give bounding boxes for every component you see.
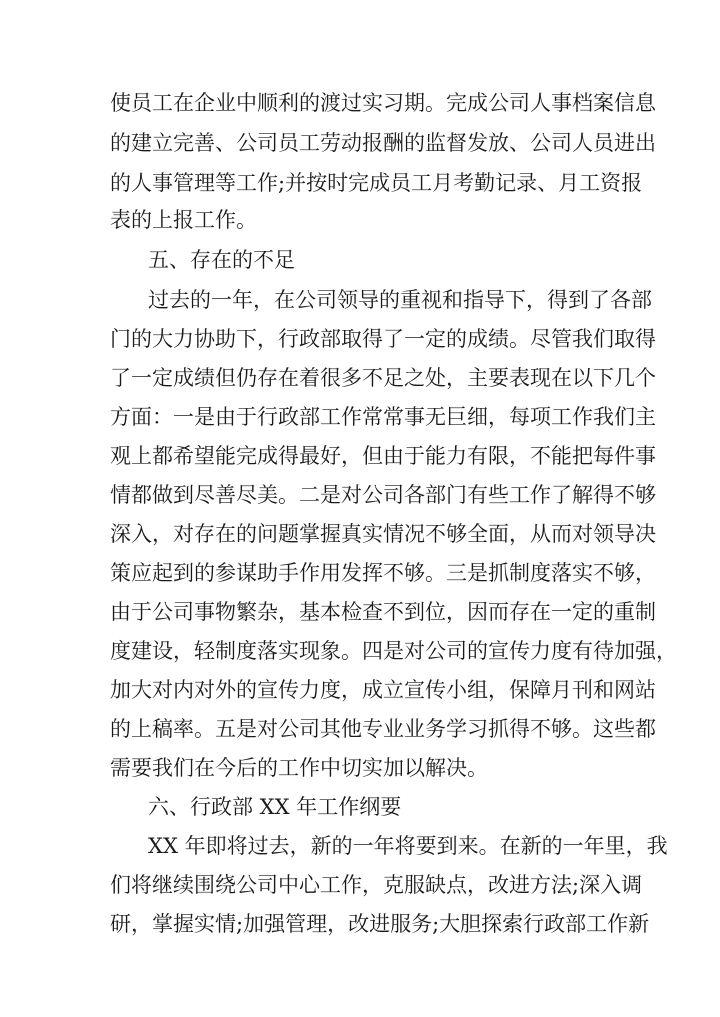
paragraph-line: 使员工在企业中顺利的渡过实习期。完成公司人事档案信息 — [110, 91, 656, 115]
paragraph-line: 方面：一是由于行政部工作常常事无巨细，每项工作我们主 — [110, 405, 656, 429]
paragraph-line: 度建设，轻制度落实现象。四是对公司的宣传力度有待加强， — [110, 639, 677, 663]
paragraph-line: 门的大力协助下，行政部取得了一定的成绩。尽管我们取得 — [110, 327, 656, 351]
paragraph-line: 研，掌握实情;加强管理，改进服务;大胆探索行政部工作新 — [110, 912, 650, 936]
section-heading: 五、存在的不足 — [148, 248, 295, 272]
paragraph-line: 的上稿率。五是对公司其他专业业务学习抓得不够。这些都 — [110, 717, 656, 741]
paragraph-line: 由于公司事物繁杂，基本检查不到位，因而存在一定的重制 — [110, 600, 656, 624]
paragraph-line: 观上都希望能完成得最好，但由于能力有限，不能把每件事 — [110, 444, 656, 468]
paragraph-line: 需要我们在今后的工作中切实加以解决。 — [110, 756, 488, 780]
paragraph-line: 深入，对存在的问题掌握真实情况不够全面，从而对领导决 — [110, 522, 656, 546]
paragraph-line: 过去的一年，在公司领导的重视和指导下，得到了各部 — [148, 288, 652, 312]
paragraph-line: 情都做到尽善尽美。二是对公司各部门有些工作了解得不够 — [110, 483, 656, 507]
paragraph-line: XX 年即将过去，新的一年将要到来。在新的一年里，我 — [148, 834, 668, 858]
section-heading: 六、行政部 XX 年工作纲要 — [148, 795, 402, 819]
paragraph-line: 的建立完善、公司员工劳动报酬的监督发放、公司人员进出 — [110, 131, 656, 155]
paragraph-line: 策应起到的参谋助手作用发挥不够。三是抓制度落实不够， — [110, 561, 656, 585]
paragraph-line: 加大对内对外的宣传力度，成立宣传小组，保障月刊和网站 — [110, 678, 656, 702]
paragraph-line: 了一定成绩但仍存在着很多不足之处，主要表现在以下几个 — [110, 366, 656, 390]
paragraph-line: 的人事管理等工作;并按时完成员工月考勤记录、月工资报 — [110, 171, 643, 195]
paragraph-line: 表的上报工作。 — [110, 208, 257, 232]
paragraph-line: 们将继续围绕公司中心工作，克服缺点，改进方法;深入调 — [110, 873, 643, 897]
